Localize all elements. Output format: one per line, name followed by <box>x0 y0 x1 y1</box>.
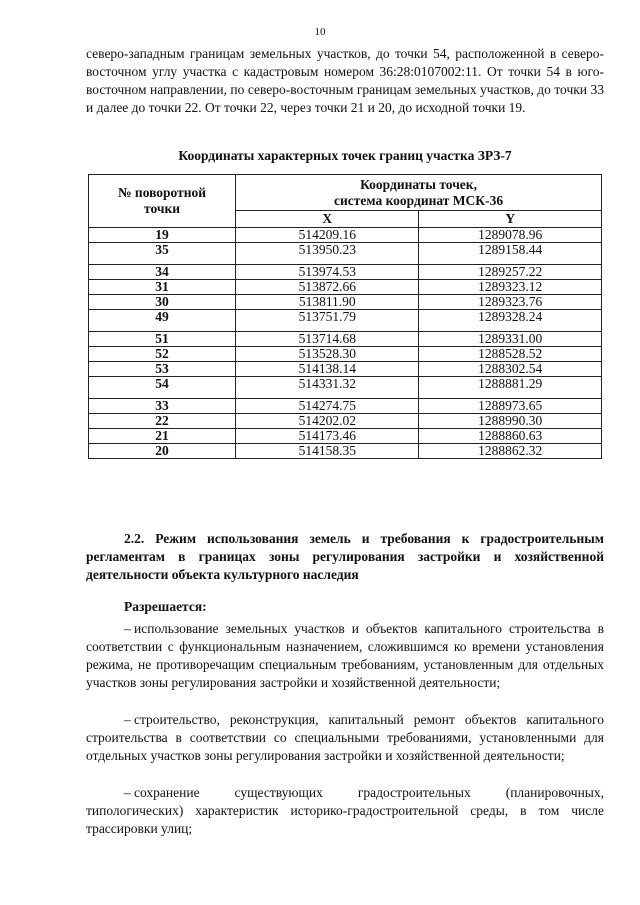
x-cell: 514202.02 <box>236 414 419 429</box>
y-cell: 1289323.12 <box>419 280 602 295</box>
table-title: Координаты характерных точек границ участка ЗРЗ-7 <box>178 148 512 163</box>
allowed-label: Разрешается: <box>124 599 207 614</box>
table-row <box>89 429 602 444</box>
y-cell: 1289323.76 <box>419 295 602 310</box>
table-row <box>89 414 602 429</box>
x-cell: 514138.14 <box>236 362 419 377</box>
table-row <box>89 444 602 459</box>
y-cell: 1289328.24 <box>419 310 602 332</box>
point-cell: 53 <box>89 362 236 377</box>
y-cell: 1288862.32 <box>419 444 602 459</box>
table-row <box>89 399 602 414</box>
y-cell: 1288881.29 <box>419 377 602 399</box>
x-cell: 513811.90 <box>236 295 419 310</box>
x-cell: 513974.53 <box>236 265 419 280</box>
y-cell: 1288528.52 <box>419 347 602 362</box>
header-x: X <box>236 211 419 228</box>
intro-paragraph: северо-западным границам земельных участков, до точки 54, расположенной в северо-восточном углу участка с кадастровым номером 36:28:0107002:11. От точки 54 в юго-восточном направлении, по северо-восточным границам земельных участков, до точки 33 и далее до точки 22. От точки 22, через точки 21 и 20, до исходной точки 19. <box>86 46 604 115</box>
y-cell: 1289078.96 <box>419 228 602 243</box>
table-row <box>89 295 602 310</box>
table-row <box>89 243 602 265</box>
point-cell: 52 <box>89 347 236 362</box>
x-cell: 513872.66 <box>236 280 419 295</box>
list-item: – строительство, реконструкция, капитальный ремонт объектов капитального строительства в соответствии со специальными требованиями, установленными для отдельных участков зоны регулирования застройки и хозяйственной деятельности; <box>86 712 604 763</box>
x-cell: 514158.35 <box>236 444 419 459</box>
point-cell: 34 <box>89 265 236 280</box>
x-cell: 513528.30 <box>236 347 419 362</box>
point-cell: 54 <box>89 377 236 399</box>
bullet-dash: – <box>124 712 131 727</box>
point-cell: 31 <box>89 280 236 295</box>
y-cell: 1288302.54 <box>419 362 602 377</box>
list-item: – использование земельных участков и объектов капитального строительства в соответствии с функциональным назначением, сложившимся ко времени установления режима, не противоречащим специальным требованиям, установленным для отдельных участков зоны регулирования застройки и хозяйственной деятельности; <box>86 621 604 690</box>
point-cell: 21 <box>89 429 236 444</box>
y-cell: 1288973.65 <box>419 399 602 414</box>
point-cell: 35 <box>89 243 236 265</box>
y-cell: 1289158.44 <box>419 243 602 265</box>
point-cell: 33 <box>89 399 236 414</box>
point-cell: 30 <box>89 295 236 310</box>
point-cell: 19 <box>89 228 236 243</box>
point-cell: 51 <box>89 332 236 347</box>
table-row <box>89 377 602 399</box>
table-row <box>89 228 602 243</box>
point-cell: 49 <box>89 310 236 332</box>
coordinates-table <box>88 174 602 459</box>
y-cell: 1289257.22 <box>419 265 602 280</box>
table-row <box>89 332 602 347</box>
table-row <box>89 280 602 295</box>
x-cell: 514274.75 <box>236 399 419 414</box>
y-cell: 1288860.63 <box>419 429 602 444</box>
section-heading: 2.2. Режим использования земель и требования к градостроительным регламентам в границах зоны регулирования застройки и хозяйственной деятельности объекта культурного наследия <box>86 531 604 582</box>
point-cell: 20 <box>89 444 236 459</box>
x-cell: 513751.79 <box>236 310 419 332</box>
header-y: Y <box>419 211 602 228</box>
x-cell: 514331.32 <box>236 377 419 399</box>
x-cell: 513950.23 <box>236 243 419 265</box>
table-row <box>89 362 602 377</box>
x-cell: 513714.68 <box>236 332 419 347</box>
header-point-number: № поворотной точки <box>89 175 236 228</box>
list-item: – сохранение существующих градостроительных (планировочных, типологических) характеристик историко-градостроительной среды, в том числе трассировки улиц; <box>86 785 604 836</box>
table-row <box>89 310 602 332</box>
y-cell: 1289331.00 <box>419 332 602 347</box>
page-number: 10 <box>314 26 326 38</box>
x-cell: 514173.46 <box>236 429 419 444</box>
y-cell: 1288990.30 <box>419 414 602 429</box>
point-cell: 22 <box>89 414 236 429</box>
x-cell: 514209.16 <box>236 228 419 243</box>
table-row <box>89 347 602 362</box>
bullet-dash: – <box>124 621 131 636</box>
header-coordinates: Координаты точек, система координат МСК-36 <box>236 175 602 211</box>
bullet-dash: – <box>124 785 131 800</box>
table-row <box>89 265 602 280</box>
